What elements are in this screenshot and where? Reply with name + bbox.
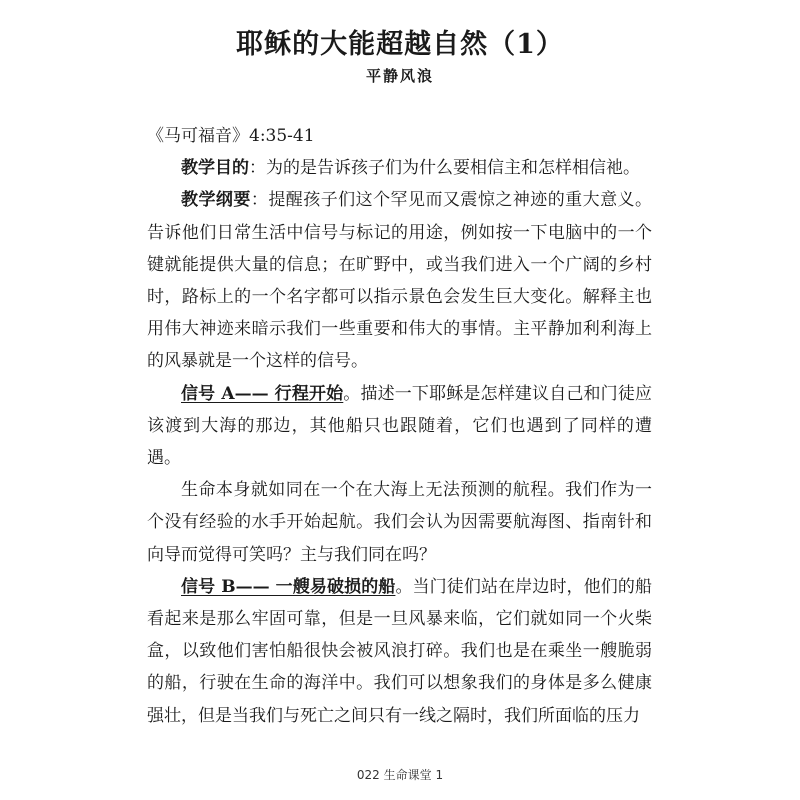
signal-b-paragraph — [147, 571, 652, 732]
page-title: 耶稣的大能超越自然（1） — [236, 29, 564, 60]
page-footer: 022 生命课堂 1 — [356, 768, 444, 782]
signal-a-label: 信号 A—— 行程开始 — [181, 383, 344, 404]
scripture-reference: 《马可福音》4:35-41 — [147, 126, 315, 146]
teaching-purpose-text: ：为的是告诉孩子们为什么要相信主和怎样相信祂。 — [249, 158, 640, 179]
teaching-outline-text: ：提醒孩子们这个罕见而又震惊之神迹的重大意义。告诉他们日常生活中信号与标记的用途，例如按一下电脑中的一个键就能提供大量的信息；在旷野中，或当我们进入一个广阔的乡村时，路标上的一个名字都可以指示景色会发生巨大变化。解释主也用伟大神迹来暗示我们一些重要和伟大的事情。主平静加利利海上的风暴就是一个这样的信号。 — [147, 190, 653, 372]
signal-a-paragraph — [147, 378, 652, 475]
signal-a-text: 。描述一下耶稣是怎样建议自己和门徒应该渡到大海的那边，其他船只也跟随着，它们也遇到了同样的遭遇。 — [147, 383, 652, 469]
signal-b-text: 。当门徒们站在岸边时，他们的船看起来是那么牢固可靠，但是一旦风暴来临，它们就如同一个火柴盒，以致他们害怕船很快会被风浪打碎。我们也是在乘坐一艘脆弱的船，行驶在生命的海洋中。我们可以想象我们的身体是多么健康强壮，但是当我们与死亡之间只有一线之隔时，我们所面临的压力 — [147, 576, 652, 726]
teaching-purpose-label: 教学目的 — [181, 158, 249, 179]
life-voyage-paragraph: 生命本身就如同在一个在大海上无法预测的航程。我们作为一个没有经验的水手开始起航。我们会认为因需要航海图、指南针和向导而觉得可笑吗？主与我们同在吗？ — [147, 480, 652, 565]
teaching-outline-paragraph — [147, 184, 652, 377]
page-subtitle: 平静风浪 — [365, 67, 434, 85]
teaching-outline-label: 教学纲要 — [181, 190, 251, 211]
lesson-body — [147, 120, 652, 732]
signal-b-label: 信号 B—— 一艘易破损的船 — [181, 576, 396, 597]
teaching-purpose-paragraph — [147, 152, 652, 184]
